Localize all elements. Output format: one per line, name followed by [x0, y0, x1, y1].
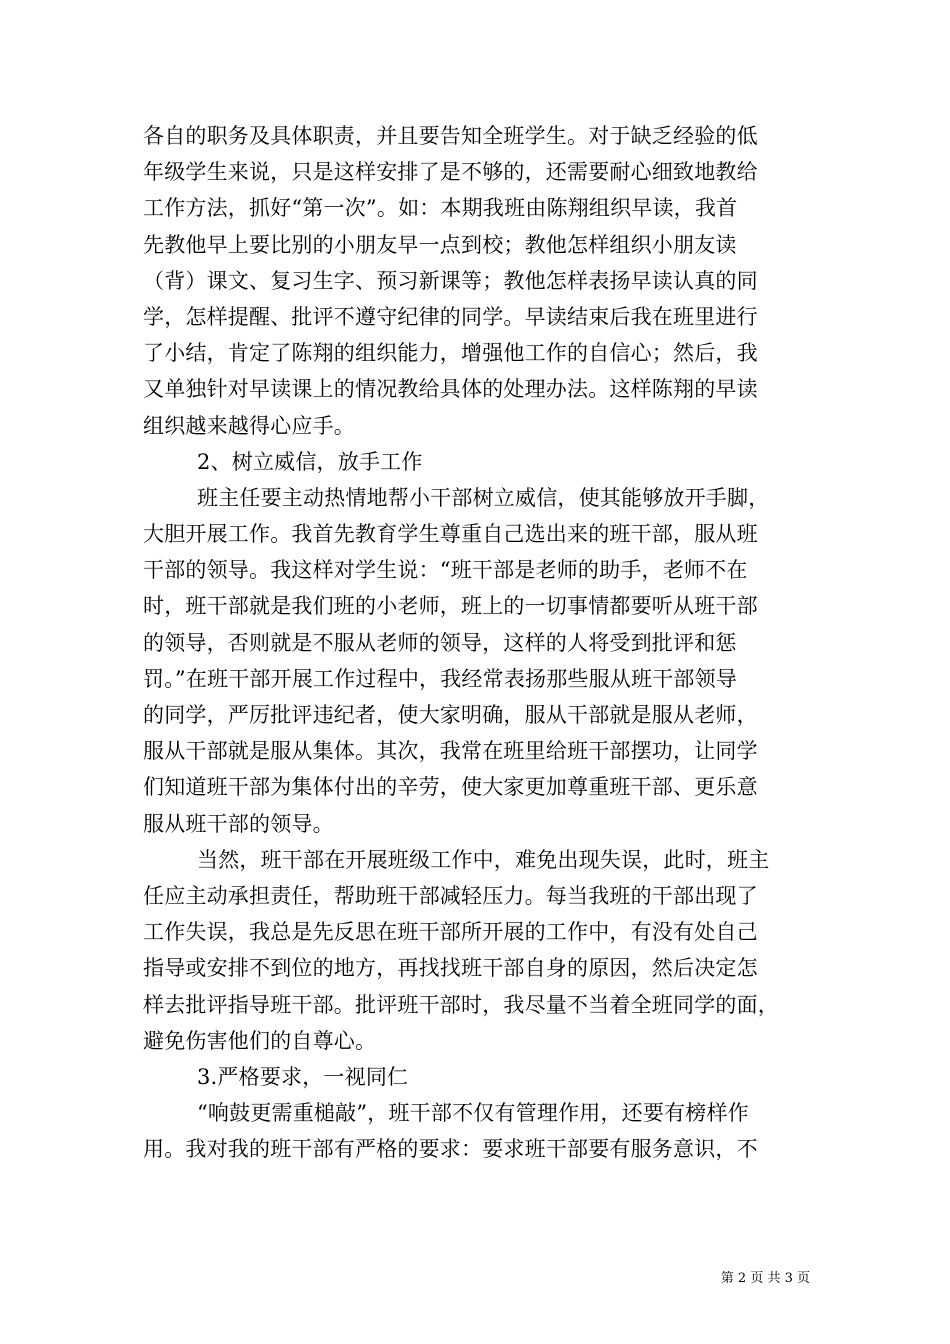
- text-line: 各自的职务及具体职责，并且要告知全班学生。对于缺乏经验的低: [143, 124, 758, 148]
- text-line: 的领导，否则就是不服从老师的领导，这样的人将受到批评和惩: [143, 630, 737, 655]
- text-line: 们知道班干部为集体付出的辛劳，使大家更加尊重班干部、更乐意: [143, 775, 758, 800]
- text-line: 避免伤害他们的自尊心。: [143, 1028, 377, 1053]
- text-line: 了小结，肯定了陈翔的组织能力，增强他工作的自信心；然后，我: [143, 341, 758, 366]
- text-line: 大胆开展工作。我首先教育学生尊重自己选出来的班干部，服从班: [143, 522, 758, 547]
- text-line: 样去批评指导班干部。批评班干部时，我尽量不当着全班同学的面，: [143, 992, 779, 1017]
- text-line: （背）课文、复习生字、预习新课等；教他怎样表扬早读认真的同: [143, 268, 758, 293]
- text-line: 服从班干部的领导。: [143, 811, 334, 836]
- text-line: “响鼓更需重槌敲”，班干部不仅有管理作用，还要有榜样作: [197, 1101, 749, 1126]
- text-line: 罚。”在班干部开展工作过程中，我经常表扬那些服从班干部领导: [143, 666, 738, 691]
- text-line: 先教他早上要比别的小朋友早一点到校；教他怎样组织小朋友读: [143, 232, 737, 257]
- text-line: 又单独针对早读课上的情况教给具体的处理办法。这样陈翔的早读: [143, 377, 758, 402]
- text-line: 班主任要主动热情地帮小干部树立威信，使其能够放开手脚，: [197, 485, 770, 510]
- text-line: 干部的领导。我这样对学生说：“班干部是老师的助手，老师不在: [143, 558, 748, 583]
- text-line: 指导或安排不到位的地方，再找找班干部自身的原因，然后决定怎: [143, 956, 758, 981]
- text-line: 任应主动承担责任，帮助班干部减轻压力。每当我班的干部出现了: [143, 883, 758, 908]
- text-line: 年级学生来说，只是这样安排了是不够的，还需要耐心细致地教给: [143, 160, 758, 185]
- text-line: 工作失误，我总是先反思在班干部所开展的工作中，有没有处自己: [143, 920, 758, 945]
- document-body: [143, 118, 808, 1167]
- page-number-footer: 第 2 页 共 3 页: [720, 1271, 810, 1286]
- text-line: 学，怎样提醒、批评不遵守纪律的同学。早读结束后我在班里进行: [143, 304, 758, 329]
- text-line: 2、树立威信，放手工作: [197, 449, 423, 474]
- text-line: 服从干部就是服从集体。其次，我常在班里给班干部摆功，让同学: [143, 739, 758, 764]
- text-line: 组织越来越得心应手。: [143, 413, 355, 438]
- text-line: 时，班干部就是我们班的小老师，班上的一切事情都要听从班干部: [143, 594, 758, 619]
- text-line: 工作方法，抓好“第一次”。如：本期我班由陈翔组织早读，我首: [143, 196, 738, 221]
- text-line: 用。我对我的班干部有严格的要求：要求班干部要有服务意识，不: [143, 1137, 758, 1162]
- text-line: 的同学，严厉批评违纪者，使大家明确，服从干部就是服从老师，: [143, 703, 758, 727]
- text-line: 当然，班干部在开展班级工作中，难免出现失误，此时，班主: [197, 847, 770, 872]
- text-line: 3.严格要求，一视同仁: [197, 1064, 409, 1089]
